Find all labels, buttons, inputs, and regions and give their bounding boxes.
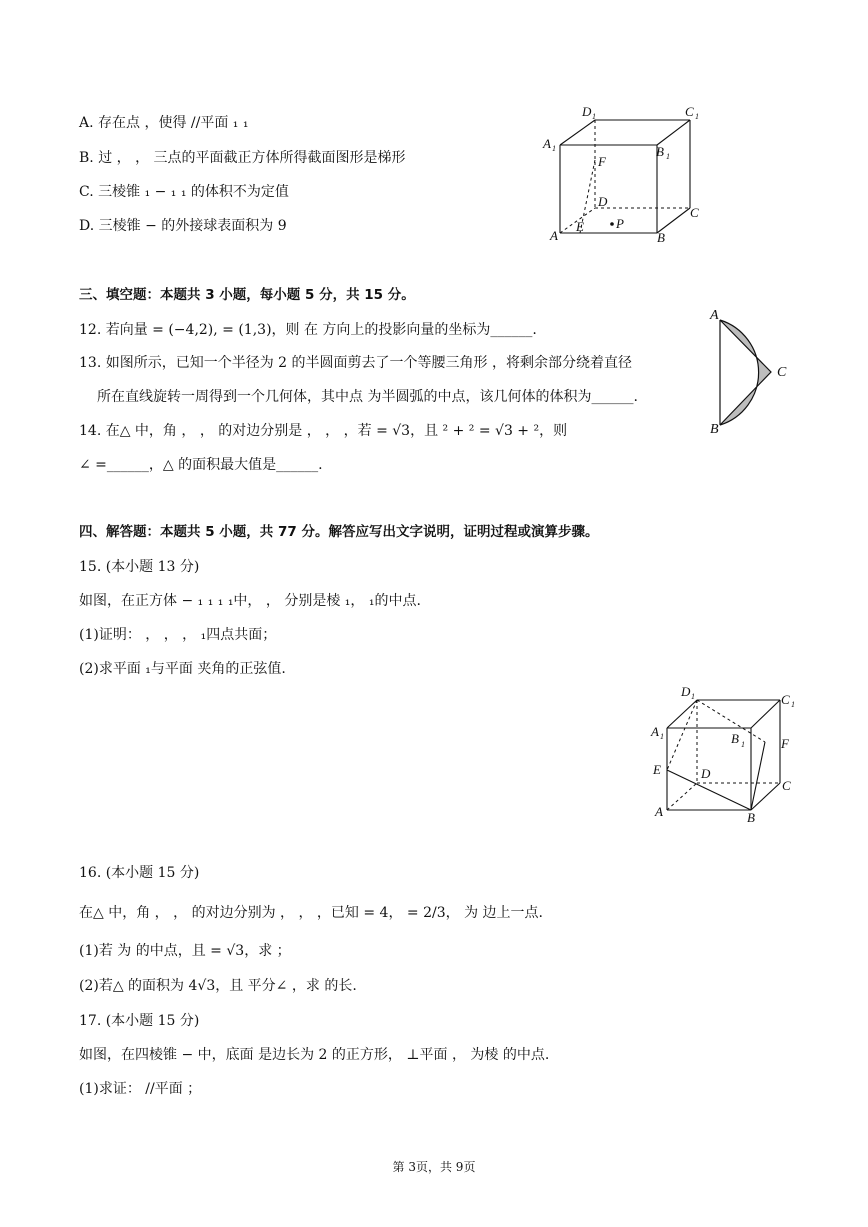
question-17-line1: 如图，在四棱锥 − 中，底面 是边长为 2 的正方形， ⊥平面 ， 为棱 的中点. xyxy=(79,1047,550,1063)
svg-text:1: 1 xyxy=(695,112,699,121)
label-d: D xyxy=(701,766,711,781)
option-c: C. 三棱锥 ₁ − ₁ ₁ 的体积不为定值 xyxy=(79,184,289,200)
svg-text:1: 1 xyxy=(741,740,745,749)
cube-figure-2 xyxy=(645,680,805,830)
question-13-line1: 13. 如图所示，已知一个半径为 2 的半圆面剪去了一个等腰三角形 ，将剩余部分绕着直径 xyxy=(79,355,632,371)
question-16-title: 16. (本小题 15 分) xyxy=(79,865,200,881)
label-c1: C xyxy=(781,692,790,707)
label-e: E xyxy=(576,219,584,234)
page-footer: 第 3页，共 9页 xyxy=(392,1160,476,1174)
question-16-part2: (2)若△ 的面积为 4√3，且 平分∠ ，求 的长. xyxy=(79,978,357,994)
question-14-line1: 14. 在△ 中，角 ， ， 的对边分别是 ， ， ，若 = √3，且 ² + ² = √3 + ²，则 xyxy=(79,423,568,439)
label-a: A xyxy=(655,804,663,819)
label-b: B xyxy=(657,230,665,245)
label-a1: A xyxy=(651,724,659,739)
question-17-part1: (1)求证： //平面 ； xyxy=(79,1081,202,1097)
question-14-line2: ∠ =______，△ 的面积最大值是______. xyxy=(79,457,323,473)
label-b1: B xyxy=(731,731,739,746)
label-c: C xyxy=(777,365,787,380)
label-b: B xyxy=(710,422,719,437)
question-17-title: 17. (本小题 15 分) xyxy=(79,1013,200,1029)
label-f: F xyxy=(598,154,606,169)
svg-text:1: 1 xyxy=(666,152,670,161)
label-a: A xyxy=(550,228,558,243)
question-15-line1: 如图，在正方体 − ₁ ₁ ₁ ₁中， ， 分别是棱 ₁， ₁的中点. xyxy=(79,593,421,609)
question-16-part1: (1)若 为 的中点，且 = √3，求 ； xyxy=(79,943,291,959)
option-a: A. 存在点 ，使得 //平面 ₁ ₁ xyxy=(79,115,249,131)
label-f: F xyxy=(781,736,789,751)
label-b1: B xyxy=(656,144,664,159)
question-15-title: 15. (本小题 13 分) xyxy=(79,559,200,575)
cube-figure-1 xyxy=(540,100,710,250)
option-d: D. 三棱锥 − 的外接球表面积为 9 xyxy=(79,218,287,234)
svg-text:1: 1 xyxy=(592,112,596,121)
question-15-part2: (2)求平面 ₁与平面 夹角的正弦值. xyxy=(79,661,286,677)
svg-text:1: 1 xyxy=(660,732,664,741)
label-c: C xyxy=(690,205,699,220)
semicircle-figure xyxy=(705,305,795,435)
svg-text:1: 1 xyxy=(791,700,795,709)
label-d: D xyxy=(598,194,608,209)
label-p: P xyxy=(616,216,624,231)
question-13-line2: 所在直线旋转一周得到一个几何体，其中点 为半圆弧的中点，该几何体的体积为______. xyxy=(97,389,638,405)
label-d1: D xyxy=(582,104,592,119)
question-16-line1: 在△ 中，角 ， ， 的对边分别为 ， ， ，已知 = 4， = 2/3， 为 边上一点. xyxy=(79,905,543,921)
label-c: C xyxy=(782,778,791,793)
option-b: B. 过 ， ， 三点的平面截正方体所得截面图形是梯形 xyxy=(79,150,406,166)
section3-heading: 三、填空题：本题共 3 小题，每小题 5 分，共 15 分。 xyxy=(79,287,415,303)
svg-text:1: 1 xyxy=(691,692,695,701)
label-e: E xyxy=(653,762,661,777)
label-a: A xyxy=(710,308,719,323)
section4-heading: 四、解答题：本题共 5 小题，共 77 分。解答应写出文字说明，证明过程或演算步骤。 xyxy=(79,524,599,540)
label-c1: C xyxy=(685,104,694,119)
label-d1: D xyxy=(681,684,691,699)
question-12: 12. 若向量 = (−4,2), = (1,3)，则 在 方向上的投影向量的坐标为______. xyxy=(79,322,537,338)
label-a1: A xyxy=(543,136,551,151)
svg-text:1: 1 xyxy=(552,144,556,153)
question-15-part1: (1)证明： ， ， ， ₁四点共面； xyxy=(79,627,277,643)
label-b: B xyxy=(747,810,755,825)
